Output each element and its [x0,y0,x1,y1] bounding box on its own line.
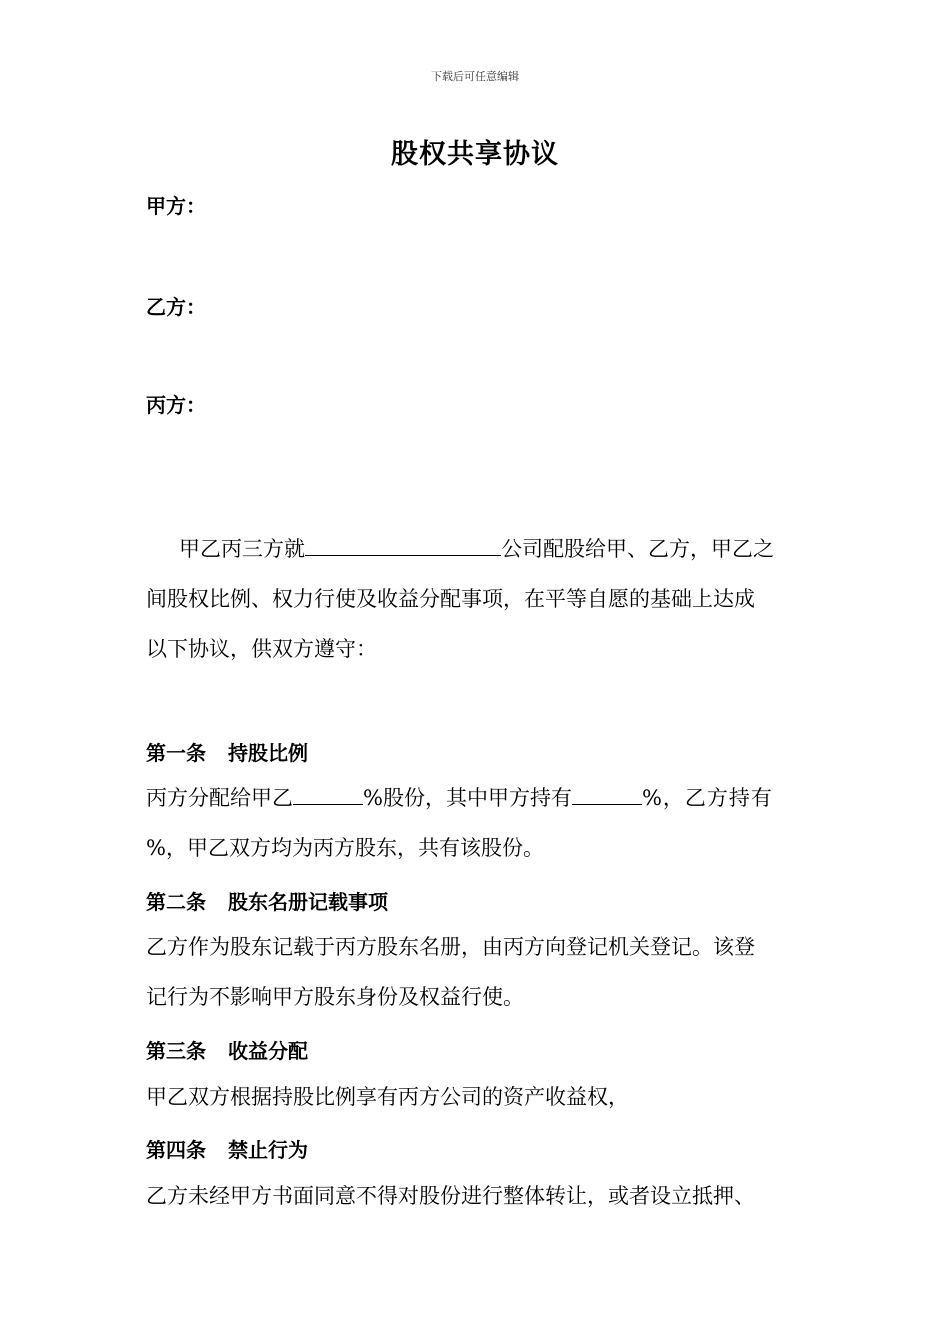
article-1-line-1 [146,773,808,823]
article-2-title: 股东名册记载事项 [228,890,388,914]
party-a-share-blank [572,803,642,805]
article-1-title: 持股比例 [228,741,308,765]
article-1-number: 第一条 [146,741,206,765]
article-4-title: 禁止行为 [228,1138,308,1162]
article-4-number: 第四条 [146,1138,206,1162]
header-note: 下载后可任意编辑 [431,70,519,83]
article-1-seg-1: 丙方分配给甲乙 [146,786,293,810]
article-1-seg-2: %股份，其中甲方持有 [363,786,572,810]
article-3-number: 第三条 [146,1039,206,1063]
party-c-label: 丙方： [146,393,206,417]
intro-line-1-post: 公司配股给甲、乙方，甲乙之 [501,537,774,561]
article-3-body [146,1072,808,1122]
article-1-body [146,773,808,873]
article-1-seg-3: %，乙方持有 [641,786,773,810]
article-4-heading [146,1134,308,1163]
party-b-label: 乙方： [146,295,206,319]
intro-line-1-pre: 甲乙丙三方就 [179,537,305,561]
article-2-number: 第二条 [146,890,206,914]
article-2-heading [146,886,388,915]
party-a-label: 甲方： [146,194,206,218]
company-name-blank [305,554,501,556]
article-2-body [146,922,808,1022]
article-3-title: 收益分配 [228,1039,308,1063]
intro-paragraph [146,524,808,674]
intro-line-2: 间股权比例、权力行使及收益分配事项，在平等自愿的基础上达成 [146,587,755,611]
intro-line-3: 以下协议，供双方遵守： [146,637,377,661]
article-3-line-1: 甲乙双方根据持股比例享有丙方公司的资产收益权， [146,1085,629,1109]
article-2-line-2: 记行为不影响甲方股东身份及权益行使。 [146,985,524,1009]
article-1-line-2: %，甲乙双方均为丙方股东，共有该股份。 [146,836,544,860]
document-title: 股权共享协议 [391,139,559,170]
article-4-line-1: 乙方未经甲方书面同意不得对股份进行整体转让，或者设立抵押、 [146,1184,755,1208]
article-1-heading [146,737,308,766]
article-3-heading [146,1035,308,1064]
intro-line-1 [146,524,808,574]
article-4-body [146,1171,808,1221]
article-2-line-1: 乙方作为股东记载于丙方股东名册，由丙方向登记机关登记。该登 [146,935,755,959]
total-share-blank [293,803,363,805]
